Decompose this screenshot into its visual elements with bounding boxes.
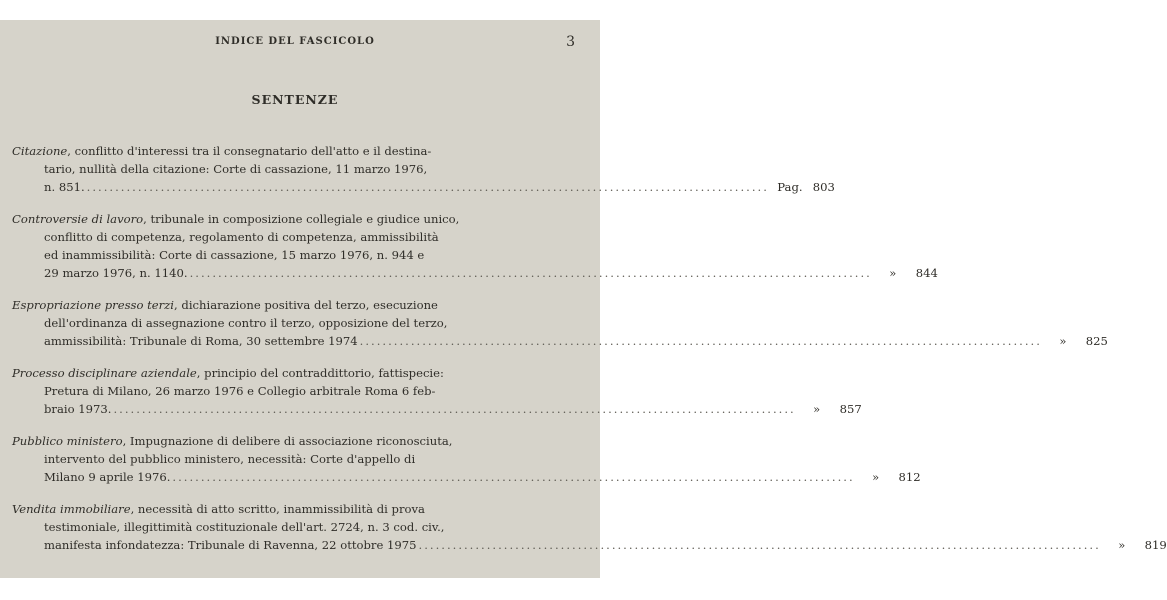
entry-first-line — [12, 364, 580, 382]
page-number: 3 — [566, 34, 575, 50]
page-header — [0, 36, 600, 52]
entry-topic: Pubblico ministero — [12, 434, 123, 448]
entry-page-number: 844 — [915, 266, 938, 280]
entry-last-line — [12, 536, 1167, 554]
dot-leader: ........................................................................................................................ — [189, 266, 872, 280]
entry-first-line — [12, 142, 580, 160]
entry-continuation-line: testimoniale, illegittimità costituzionale dell'art. 2724, n. 3 cod. civ., — [44, 520, 445, 534]
entry-continuation-line: dell'ordinanza di assegnazione contro il terzo, opposizione del terzo, — [44, 316, 448, 330]
entry-text: , principio del contraddittorio, fattispecie: — [196, 366, 444, 380]
entry-continuation-line: conflitto di competenza, regolamento di competenza, ammissibilità — [44, 230, 439, 244]
entry-citation: 29 marzo 1976, n. 1140. — [44, 266, 188, 280]
index-entry — [12, 296, 1108, 350]
page-ref-label: » — [1059, 334, 1067, 348]
index-entry — [12, 142, 835, 196]
entry-citation: n. 851. — [44, 180, 85, 194]
entry-continuation-line: tario, nullità della citazione: Corte di cassazione, 11 marzo 1976, — [44, 162, 428, 176]
entry-page-number: 857 — [839, 402, 862, 416]
dot-leader: ........................................................................................................................ — [86, 180, 769, 194]
index-page — [0, 20, 1167, 578]
page-ref-label: » — [1118, 538, 1126, 552]
entry-citation: manifesta infondatezza: Tribunale di Ravenna, 22 ottobre 1975 — [44, 538, 417, 552]
entry-citation: braio 1973. — [44, 402, 112, 416]
entry-first-line — [12, 432, 580, 450]
page-ref-label: » — [813, 402, 821, 416]
entry-page-number: 825 — [1085, 334, 1108, 348]
entry-citation: ammissibilità: Tribunale di Roma, 30 settembre 1974 — [44, 334, 358, 348]
entry-topic: Controversie di lavoro — [12, 212, 144, 226]
running-title: INDICE DEL FASCICOLO — [215, 36, 375, 47]
page-ref-label: Pag. — [777, 180, 803, 194]
entry-continuation-line: Pretura di Milano, 26 marzo 1976 e Collegio arbitrale Roma 6 feb- — [44, 384, 436, 398]
index-entry — [12, 364, 862, 418]
entry-text: , Impugnazione di delibere di associazione riconosciuta, — [122, 434, 453, 448]
entry-page-number: 803 — [812, 180, 835, 194]
entry-topic: Vendita immobiliare — [12, 502, 131, 516]
entry-continuation-line: ed inammissibilità: Corte di cassazione, 15 marzo 1976, n. 944 e — [44, 248, 425, 262]
entry-page-number: 812 — [898, 470, 921, 484]
entry-text: , dichiarazione positiva del terzo, esecuzione — [174, 298, 438, 312]
entry-page-number: 819 — [1144, 538, 1167, 552]
entry-last-line — [12, 178, 835, 196]
entry-text: , necessità di atto scritto, inammissibilità di prova — [130, 502, 425, 516]
entry-last-line — [12, 264, 938, 282]
section-title: SENTENZE — [251, 92, 339, 107]
entry-last-line — [12, 332, 1108, 350]
dot-leader: ........................................................................................................................ — [418, 538, 1101, 552]
index-entry — [12, 500, 1167, 554]
page-ref-label: » — [889, 266, 897, 280]
entry-last-line — [12, 400, 862, 418]
entry-last-line — [12, 468, 921, 486]
entry-first-line — [12, 500, 580, 518]
index-entry — [12, 210, 938, 282]
dot-leader: ........................................................................................................................ — [359, 334, 1042, 348]
page-ref-label: » — [872, 470, 880, 484]
dot-leader: ........................................................................................................................ — [172, 470, 855, 484]
entry-topic: Processo disciplinare aziendale — [12, 366, 197, 380]
entry-topic: Espropriazione presso terzi — [12, 298, 175, 312]
entry-citation: Milano 9 aprile 1976. — [44, 470, 171, 484]
index-entry — [12, 432, 921, 486]
entries-list — [0, 142, 1167, 568]
entry-continuation-line: intervento del pubblico ministero, necessità: Corte d'appello di — [44, 452, 416, 466]
entry-topic: Citazione — [12, 144, 68, 158]
entry-first-line — [12, 296, 580, 314]
entry-first-line — [12, 210, 580, 228]
entry-text: , tribunale in composizione collegiale e giudice unico, — [143, 212, 460, 226]
dot-leader: ........................................................................................................................ — [113, 402, 796, 416]
entry-text: , conflitto d'interessi tra il consegnatario dell'atto e il destina- — [67, 144, 432, 158]
